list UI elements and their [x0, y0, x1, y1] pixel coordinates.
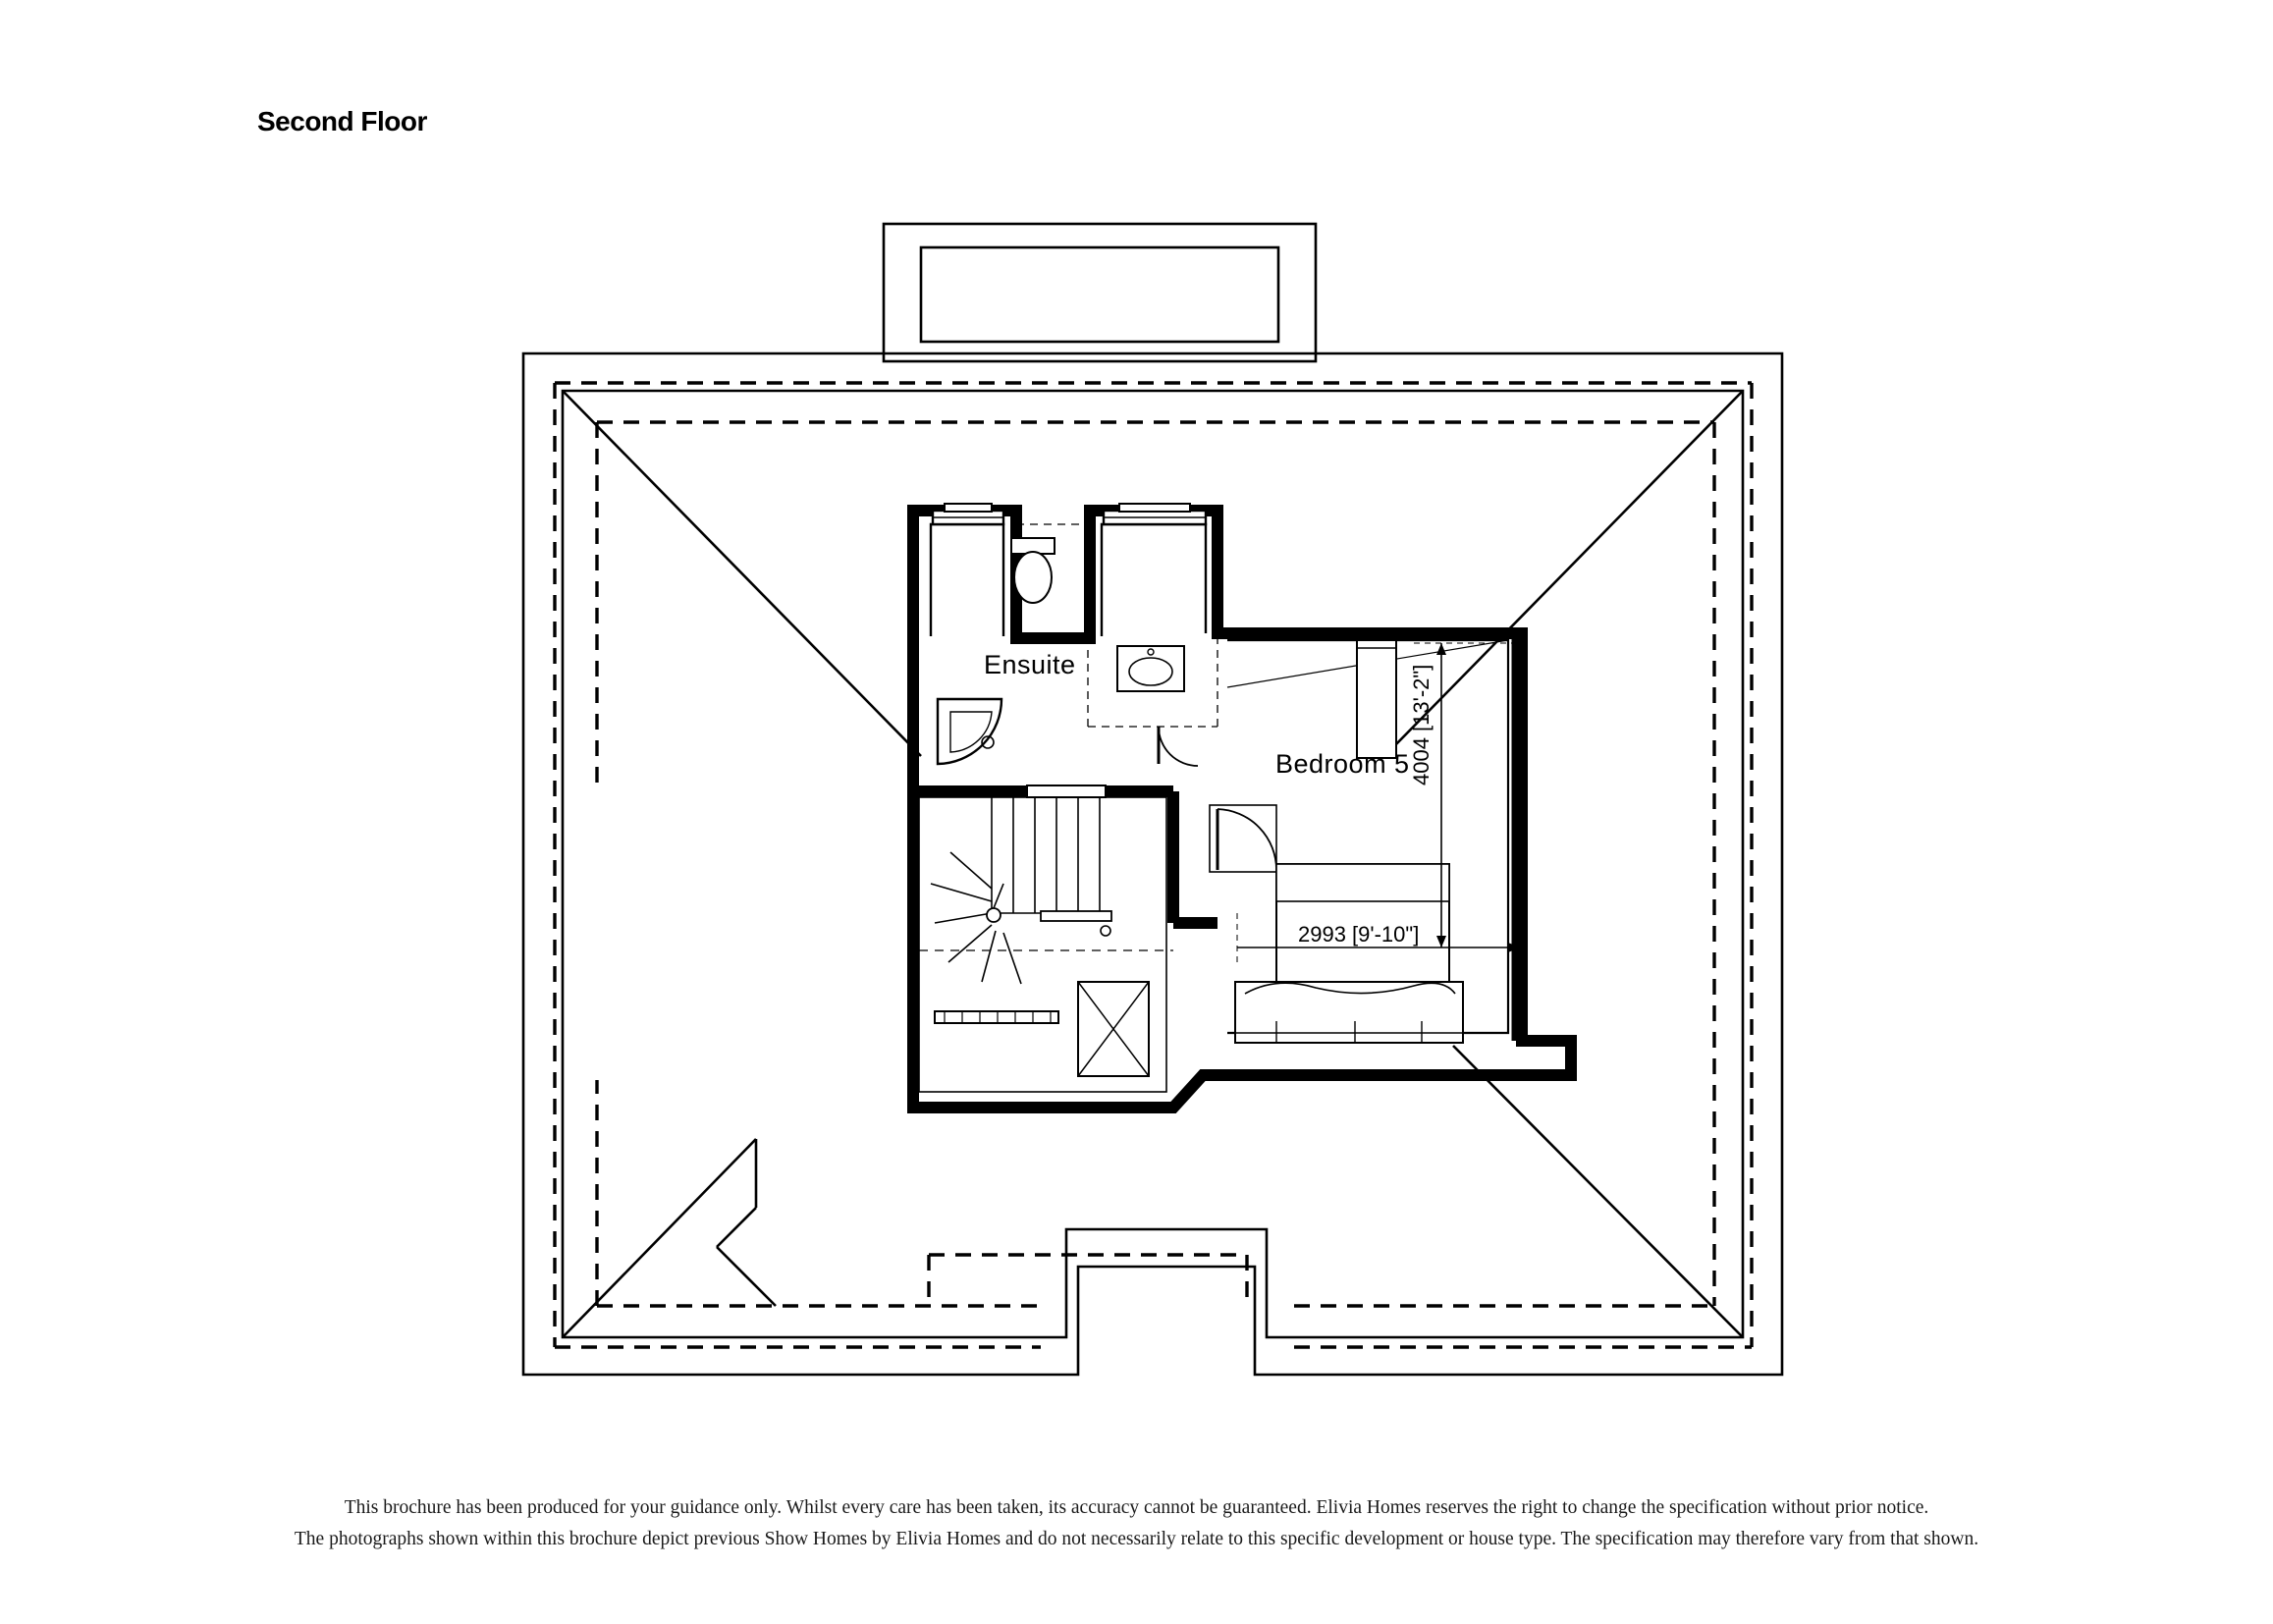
page-title: Second Floor: [257, 106, 427, 136]
ensuite-fixtures: [938, 524, 1218, 766]
footer-line-1: This brochure has been produced for your guidance only. Whilst every care has been taken, its accuracy cannot be guaranteed. Elivia Homes reserves the right to change the specification without prior notice.: [344, 1497, 1929, 1518]
room-label-ensuite: Ensuite: [984, 650, 1076, 679]
footer-line-2: The photographs shown within this brochure depict previous Show Homes by Elivia Homes and do not necessarily relate to this specific development or house type. The specification may therefore vary from that shown.: [294, 1529, 1979, 1550]
staircase: [919, 785, 1173, 1092]
dimension-label-horizontal: 2993 [9'-10"]: [1298, 922, 1420, 947]
bedroom5-furniture: [1210, 640, 1508, 1043]
dimension-label-vertical: 4004 [13'-2"]: [1409, 664, 1434, 785]
footer-disclaimer: [0, 1492, 2273, 1555]
windows: [933, 504, 1206, 524]
room-label-bedroom-5: Bedroom 5: [1275, 749, 1410, 779]
